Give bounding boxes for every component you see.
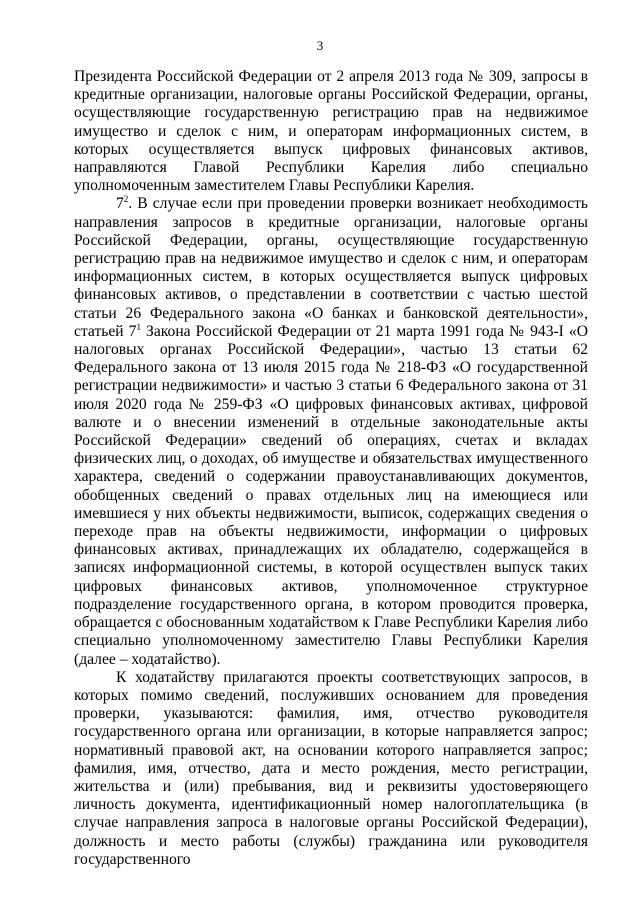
item-number: 7 xyxy=(116,195,124,213)
paragraph-petition-attachments: К ходатайству прилагаются проекты соответствующих запросов, в которых помимо сведений, послуживших основанием для проведения проверки, указываются: фамилия, имя, отчество руководителя государственного органа или организации, в которые направляется запрос; нормативный правовой акт, на основании которого направляется запрос; фамилия, имя, отчество, дата и место рождения, место регистрации, жительства и (или) пребывания, вид и реквизиты удостоверяющего личность документа, идентификационный номер налогоплательщика (в случае направления запроса в налоговые органы Российской Федерации), должность и место работы (службы) гражданина или руководителя государственного xyxy=(74,668,588,868)
paragraph-continuation: Президента Российской Федерации от 2 апреля 2013 года № 309, запросы в кредитные организации, налоговые органы Российской Федерации, органы, осуществляющие государственную регистрацию прав на недвижимое имущество и сделок с ним, и операторам информационных систем, в которых осуществляется выпуск цифровых финансовых активов, направляются Главой Республики Карелия либо специально уполномоченным заместителем Главы Республики Карелия. xyxy=(74,68,588,195)
paragraph-text-part-b: Закона Российской Федерации от 21 марта 1991 года № 943-I «О налоговых органах Российской Федерации», частью 13 статьи 62 Федерального закона от 13 июля 2015 года № 218-ФЗ «О государственной регистрации недвижимости» и частью 3 статьи 6 Федерального закона от 31 июля 2020 года № 259-ФЗ «О цифровых финансовых активах, цифровой валюте и о внесении изменений в отдельные законодательные акты Российской Федерации» сведений об операциях, счетах и вкладах физических лиц, о доходах, об имуществе и обязательствах имущественного характера, сведений о содержании правоустанавливающих документов, обобщенных сведений о правах отдельных лиц на имеющиеся или имевшиеся у них объекты недвижимости, выписок, содержащих сведения о переходе прав на объекты недвижимости, информации о цифровых финансовых активах, принадлежащих их обладателю, содержащейся в записях информационной системы, в которой осуществлен выпуск таких цифровых финансовых активов, уполномоченное структурное подразделение государственного органа, в котором проводится проверка, обращается с обоснованным ходатайством к Главе Республики Карелия либо специально уполномоченному заместителю Главы Республики Карелия (далее – ходатайство). xyxy=(74,322,588,668)
paragraph-item-7-2 xyxy=(74,195,588,668)
paragraph-text-part-a: . В случае если при проведении проверки возникает необходимость направления запросов в кредитные организации, налоговые органы Российской Федерации, органы, осуществляющие государственную регистрацию прав на недвижимое имущество и сделок с ним, и операторам информационных систем, в которых осуществляется выпуск цифровых финансовых активов, о представлении в соответствии с частью шестой статьи 26 Федерального закона «О банках и банковской деятельности», статьей 7 xyxy=(74,195,588,340)
article-superscript: 1 xyxy=(136,321,141,332)
item-number-superscript: 2 xyxy=(123,194,129,205)
page-number: 3 xyxy=(316,38,324,53)
document-body xyxy=(74,68,588,869)
